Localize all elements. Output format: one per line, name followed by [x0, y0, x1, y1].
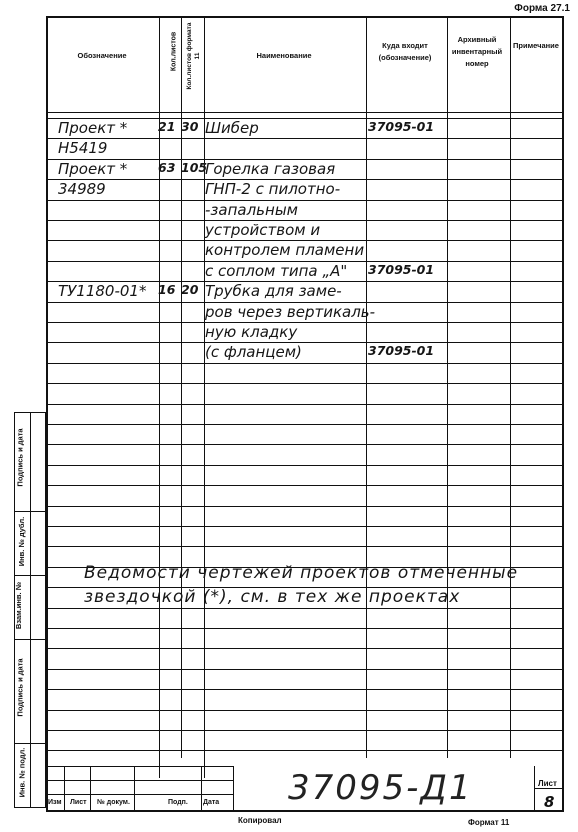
row-name: контролем пламени [205, 241, 365, 259]
grid-row-line [48, 424, 562, 425]
form-label: Форма 27.1 [514, 3, 570, 14]
side-label-replace-inv: Взам.инв. № [14, 581, 24, 630]
row-designation: ТУ1180-01* [58, 282, 147, 300]
grid-row-line [48, 465, 562, 466]
header-note: Примечание [513, 41, 559, 50]
stamp-col-sign: Подп. [168, 799, 188, 806]
row-name: ГНП-2 с пилотно- [205, 180, 341, 198]
grid-row-line [48, 710, 562, 711]
row-format: 105 [181, 160, 208, 175]
row-where-used: 37095-01 [368, 119, 435, 134]
grid-row-line [48, 485, 562, 486]
side-label-sign-date-2: Подпись и дата [15, 658, 25, 717]
row-name: ную кладку [205, 323, 298, 341]
row-sheets: 16 [158, 282, 176, 297]
header-archive-no: Архивный инвентарный номер [451, 35, 503, 68]
footer-copied: Копировал [238, 816, 282, 825]
grid-row-line [48, 628, 562, 629]
row-name: Горелка газовая [205, 160, 336, 178]
grid-row-line [48, 322, 562, 323]
grid-row-line [48, 200, 562, 201]
grid-row-line [48, 342, 562, 343]
header-name: Наименование [256, 51, 312, 60]
row-name: Трубка для заме- [205, 282, 342, 300]
header-designation: Обозначение [77, 51, 127, 60]
grid-row-line [48, 730, 562, 731]
row-name: устройством и [205, 221, 321, 239]
side-label-sign-date-1: Подпись и дата [15, 428, 25, 487]
stamp-col-date: Дата [203, 799, 220, 806]
row-format: 30 [181, 119, 199, 134]
grid-row-line [48, 383, 562, 384]
row-designation: Проект * [58, 160, 128, 178]
header-sheets-count: Кол.листов [170, 31, 178, 72]
row-sheets: 63 [158, 160, 176, 175]
header-where-used: Куда входит (обозначение) [378, 41, 432, 62]
grid-row-line [48, 608, 562, 609]
stamp-sheet-number: 8 [544, 793, 555, 811]
row-format: 20 [181, 282, 199, 297]
grid-row-line [48, 546, 562, 547]
stamp-col-change: Изм [48, 799, 62, 806]
grid-row-line [48, 444, 562, 445]
row-name: Шибер [205, 119, 259, 137]
stamp-col-docnum: № докум. [97, 799, 130, 806]
row-designation: Проект * [58, 119, 128, 137]
row-name: -запальным [205, 201, 298, 219]
row-sheets: 21 [158, 119, 176, 134]
grid-row-line [48, 363, 562, 364]
note-line-1: Ведомости чертежей проектов отмеченные [84, 563, 519, 583]
header-sheets-format: Кол.листов формата 11 [186, 22, 201, 90]
grid-row-line [48, 526, 562, 527]
grid-row-line [48, 138, 562, 139]
row-name: с соплом типа „А" [205, 262, 348, 280]
row-where-used: 37095-01 [368, 262, 435, 277]
side-label-orig-inv: Инв. № подл. [17, 747, 27, 798]
stamp-col-sheet: Лист [70, 799, 87, 806]
grid-row-line [48, 404, 562, 405]
grid-row-line [48, 750, 562, 751]
grid-row-line [48, 669, 562, 670]
side-strip [14, 412, 46, 808]
grid-row-line [48, 689, 562, 690]
footer-format: Формат 11 [468, 818, 510, 827]
row-name: ров через вертикаль- [205, 303, 376, 321]
document-code: 37095-Д1 [288, 768, 473, 808]
row-designation: Н5419 [58, 139, 108, 157]
grid-row-line [48, 506, 562, 507]
note-line-2: звездочкой (*), см. в тех же проектах [84, 587, 461, 607]
grid-row-line [48, 648, 562, 649]
row-where-used: 37095-01 [368, 343, 435, 358]
row-designation: 34989 [58, 180, 106, 198]
stamp-sheet-label: Лист [538, 779, 557, 788]
side-label-dup-inv: Инв. № дубл. [17, 516, 27, 567]
row-name: (с фланцем) [205, 343, 302, 361]
